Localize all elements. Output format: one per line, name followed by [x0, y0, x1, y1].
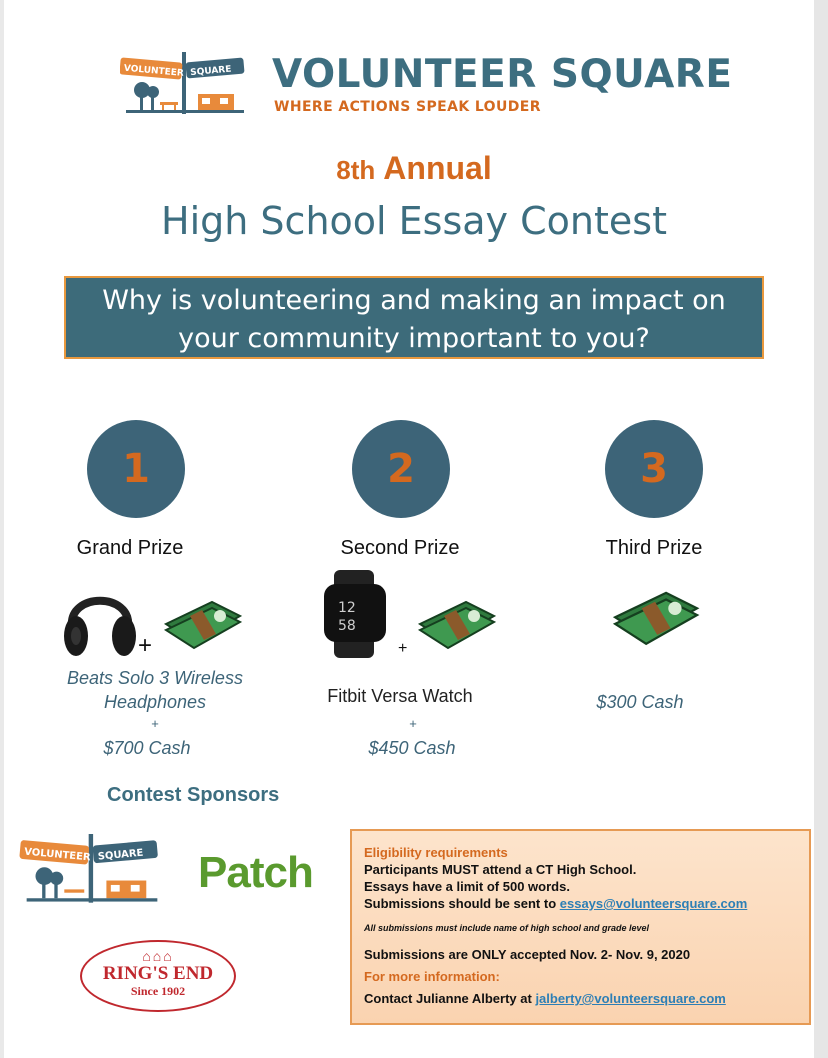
prize-1-cash: $700 Cash [103, 738, 191, 758]
more-info-label: For more information: [364, 969, 500, 984]
question-line-1: Why is volunteering and making an impact on [102, 285, 726, 316]
eligibility-note: All submissions must include name of high school and grade level [364, 923, 650, 933]
essay-question-box [64, 276, 764, 359]
prize-3-badge: 3 [605, 420, 703, 518]
contact-line [364, 991, 726, 1006]
volunteer-square-logo-icon [120, 52, 250, 117]
rings-end-name: RING'S END [102, 963, 214, 984]
rings-end-logo [80, 940, 236, 1012]
logo-title: VOLUNTEER SQUARE [272, 52, 733, 97]
contact-text: Contact Julianne Alberty at [364, 991, 536, 1006]
eligibility-box [350, 829, 811, 1025]
prize-1-plus: + [151, 716, 159, 731]
cash-stack-icon [606, 584, 704, 646]
contest-title: High School Essay Contest [161, 199, 667, 243]
edition-ordinal: 8th [336, 155, 376, 185]
eligibility-heading: Eligibility requirements [364, 845, 508, 860]
prize-2-plus: + [409, 716, 417, 731]
smartwatch-icon [318, 570, 404, 658]
submission-text: Submissions should be sent to [364, 896, 560, 911]
prize-3-cash: $300 Cash [596, 692, 684, 712]
rings-end-houses-icon: ⌂⌂⌂ [142, 948, 174, 964]
plus-sign-1: + [138, 632, 153, 659]
sign-right-text: SQUARE [189, 64, 232, 79]
submission-email-link[interactable]: essays@volunteersquare.com [559, 896, 748, 911]
sponsor-sign-right-text: SQUARE [97, 847, 144, 863]
watch-time-hours: 12 [338, 600, 356, 616]
contest-sponsors-heading: Contest Sponsors [107, 784, 280, 806]
headphones-icon [62, 572, 138, 662]
question-line-2: your community important to you? [178, 323, 650, 354]
prize-1-description [40, 666, 270, 714]
prize-3-title: Third Prize [605, 537, 703, 559]
prize-2-title: Second Prize [340, 537, 460, 559]
sponsor-sign-left-text: VOLUNTEER [23, 846, 91, 864]
edition-heading [0, 150, 828, 187]
submission-dates: Submissions are ONLY accepted Nov. 2- Nov. 9, 2020 [364, 947, 691, 962]
plus-sign-2: + [398, 640, 408, 657]
prize-1-badge: 1 [87, 420, 185, 518]
prize-2-cash: $450 Cash [368, 738, 456, 758]
volunteer-square-sponsor-logo-icon [14, 834, 170, 906]
rings-end-since: Since 1902 [130, 984, 186, 998]
cash-stack-icon [162, 594, 242, 650]
prize-2-badge: 2 [352, 420, 450, 518]
eligibility-line-3 [364, 896, 747, 911]
prize-1-desc-line-2: Headphones [103, 692, 207, 712]
watch-time-minutes: 58 [338, 618, 356, 634]
prize-1-title: Grand Prize [76, 537, 184, 559]
logo-tagline: WHERE ACTIONS SPEAK LOUDER [274, 99, 541, 115]
prize-2-description: Fitbit Versa Watch [327, 686, 473, 706]
patch-logo: Patch [198, 848, 313, 897]
cash-stack-icon [416, 594, 496, 650]
sign-left-text: VOLUNTEER [123, 63, 185, 79]
contact-email-link[interactable]: jalberty@volunteersquare.com [535, 991, 726, 1006]
prize-1-desc-line-1: Beats Solo 3 Wireless [67, 668, 243, 688]
eligibility-line-2: Essays have a limit of 500 words. [364, 879, 570, 894]
eligibility-line-1: Participants MUST attend a CT High School. [364, 862, 637, 877]
edition-word: Annual [383, 150, 492, 186]
